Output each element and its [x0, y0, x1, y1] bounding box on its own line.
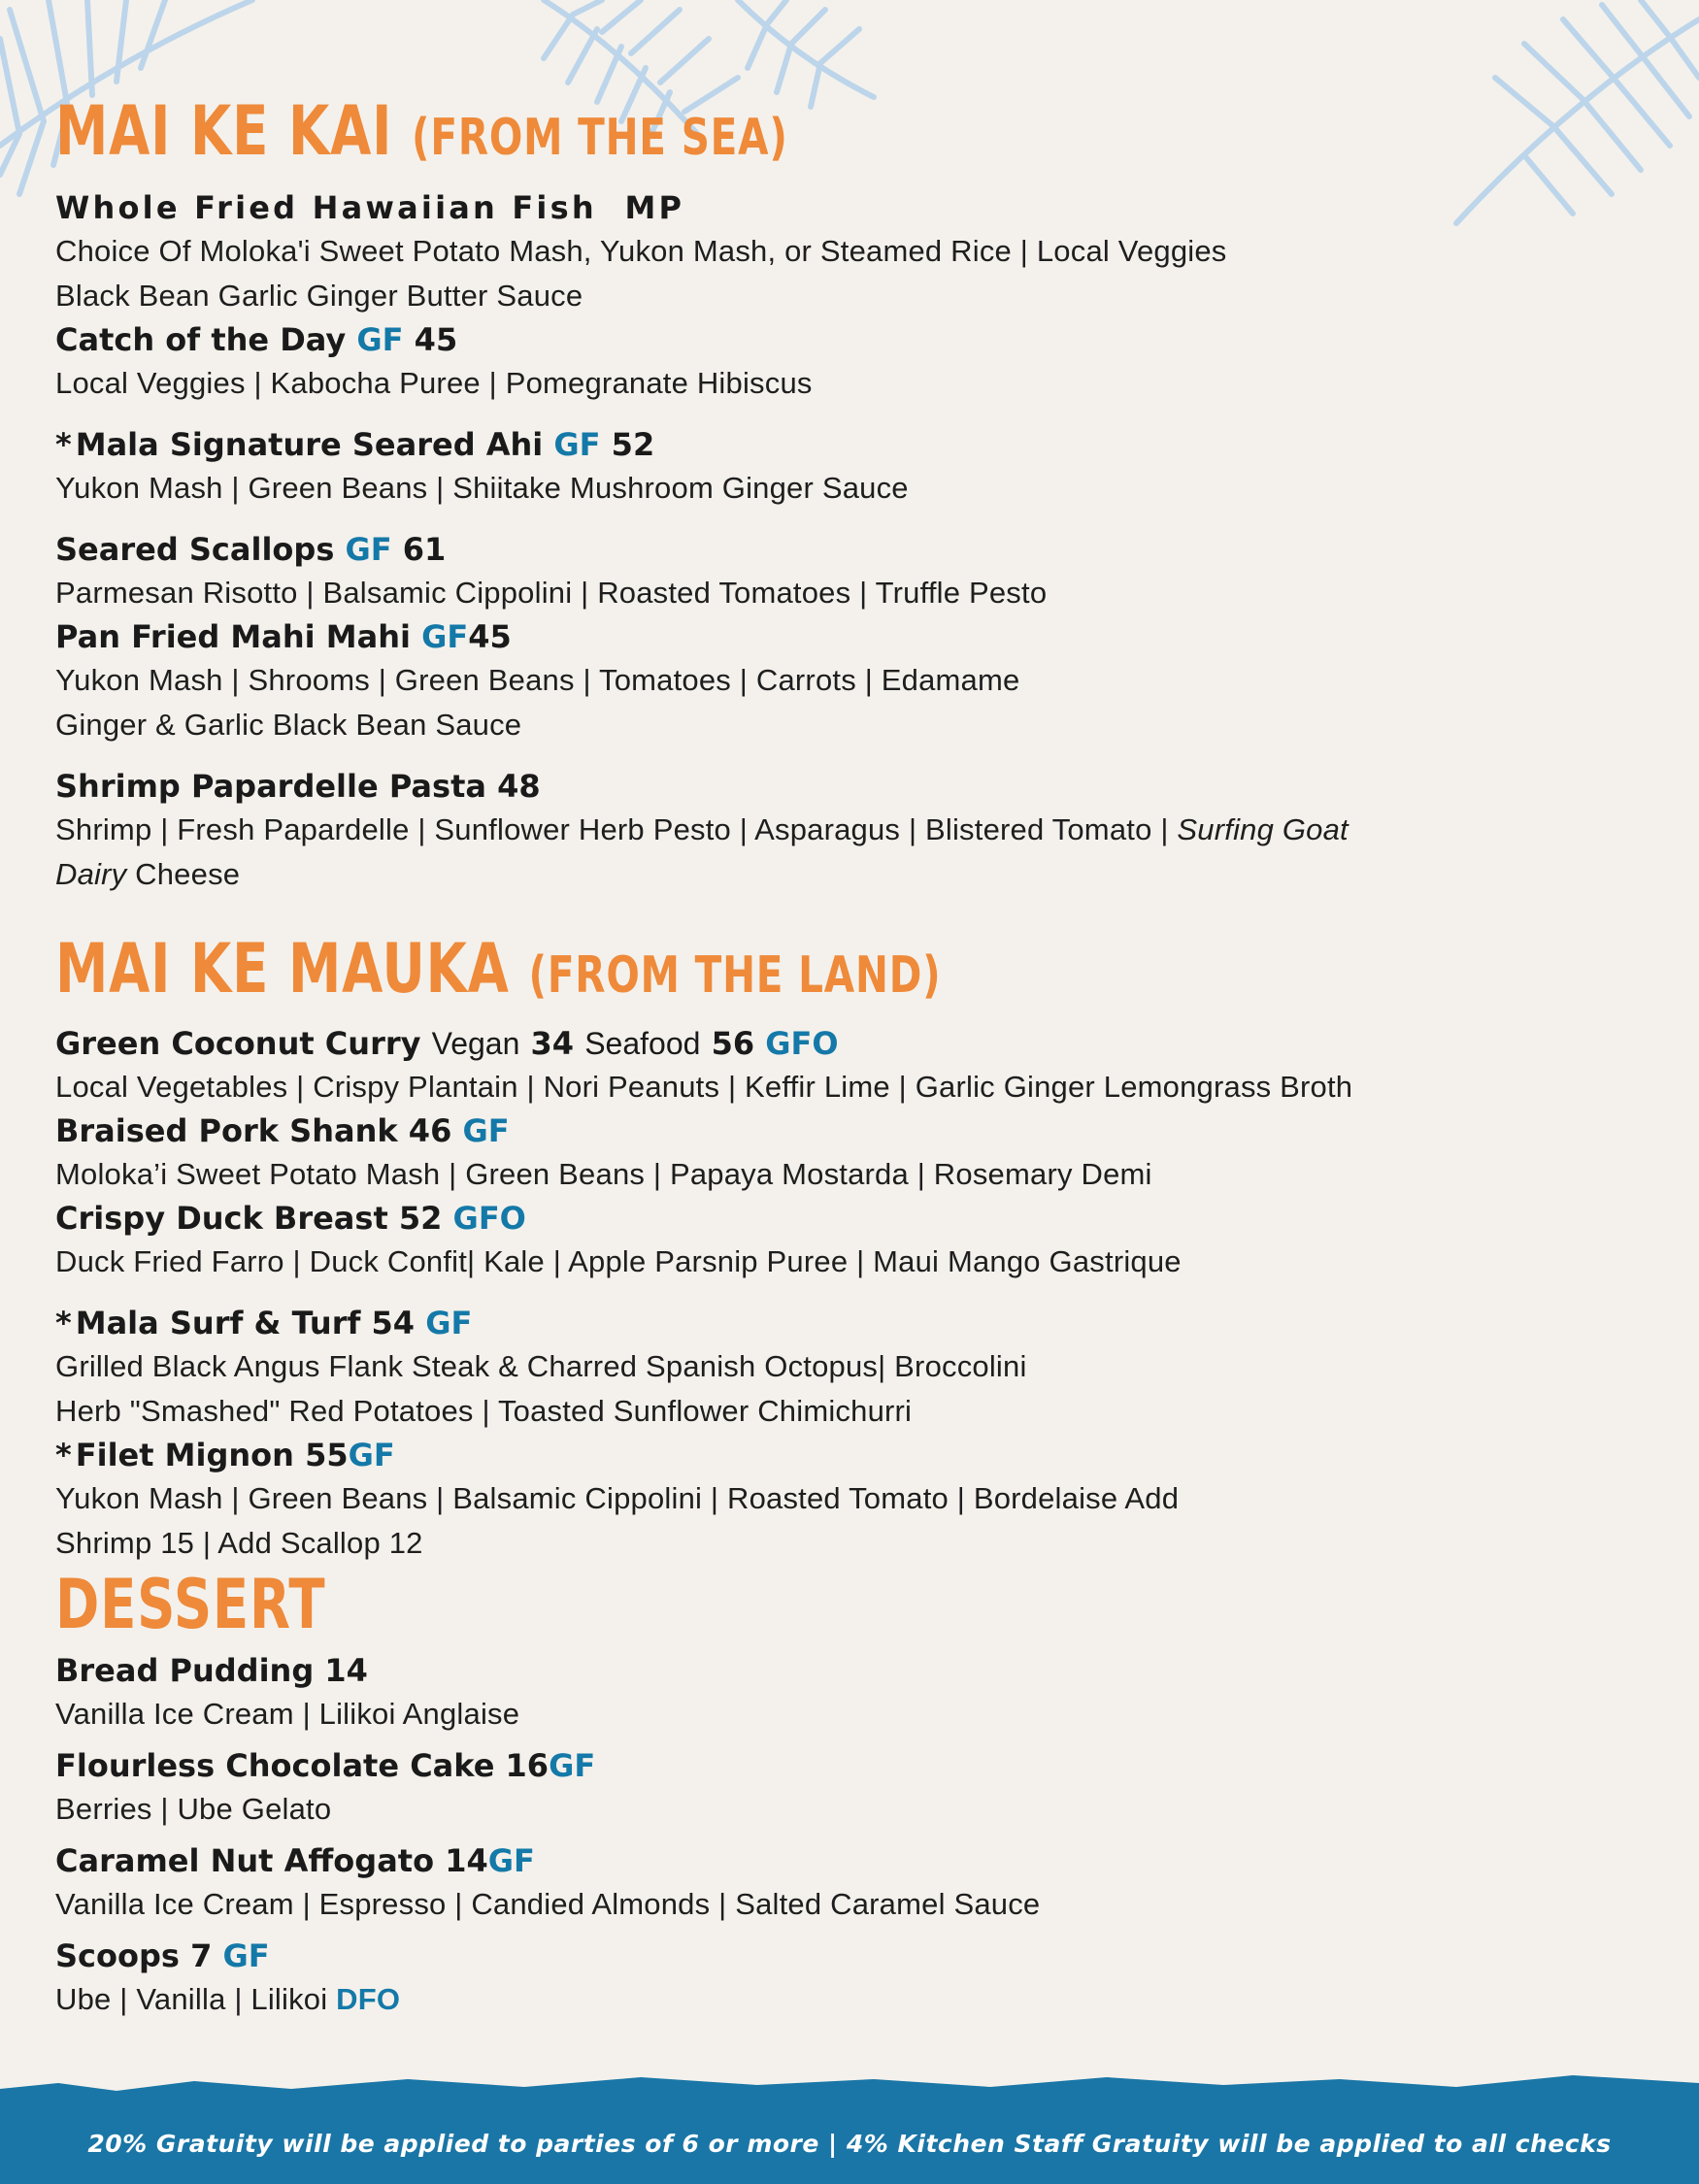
diet-tag: GFO	[765, 1025, 839, 1062]
menu-item	[55, 528, 1444, 615]
menu-item	[55, 765, 1444, 897]
item-description: Shrimp | Fresh Papardelle | Sunflower Herb Pesto | Asparagus | Blistered Tomato | Surfing Goat	[55, 812, 1349, 846]
menu-item	[55, 1434, 1444, 1566]
item-name: Mala Surf & Turf	[75, 1305, 361, 1341]
section-title-sea: MAI KE KAI (FROM THE SEA)	[55, 91, 788, 171]
item-price: 55	[305, 1437, 349, 1473]
menu-item	[55, 1744, 1444, 1832]
footer-gratuity-note: 20% Gratuity will be applied to parties of 6 or more | 4% Kitchen Staff Gratuity will be applied to all checks	[87, 2130, 1612, 2158]
item-name: Crispy Duck Breast	[55, 1200, 388, 1237]
item-option: Seafood	[584, 1026, 701, 1061]
item-name: Braised Pork Shank	[55, 1112, 398, 1149]
star-marker: *	[55, 1305, 72, 1341]
diet-tag: GF	[553, 426, 601, 463]
diet-tag: GF	[549, 1747, 596, 1784]
item-description: Yukon Mash | Green Beans | Shiitake Mushroom Ginger Sauce	[55, 471, 909, 505]
item-name: Green Coconut Curry	[55, 1025, 421, 1062]
item-description: Vanilla Ice Cream | Lilikoi Anglaise	[55, 1697, 520, 1731]
item-description: Local Veggies | Kabocha Puree | Pomegranate Hibiscus	[55, 366, 813, 400]
item-description: Yukon Mash | Shrooms | Green Beans | Tomatoes | Carrots | Edamame	[55, 663, 1020, 697]
item-price: 16	[505, 1747, 550, 1784]
item-price: 52	[398, 1200, 443, 1237]
item-description: Shrimp 15 | Add Scallop 12	[55, 1526, 423, 1560]
item-price: 45	[414, 321, 458, 358]
item-description: Parmesan Risotto | Balsamic Cippolini | Roasted Tomatoes | Truffle Pesto	[55, 576, 1048, 610]
item-description: Berries | Ube Gelato	[55, 1792, 332, 1826]
item-name: Seared Scallops	[55, 531, 335, 568]
star-marker: *	[55, 426, 72, 463]
item-description: Choice Of Moloka'i Sweet Potato Mash, Yukon Mash, or Steamed Rice | Local Veggies	[55, 234, 1227, 268]
section-title-dessert: DESSERT	[55, 1565, 326, 1644]
diet-tag: DFO	[336, 1982, 401, 2016]
item-description: Local Vegetables | Crispy Plantain | Nori Peanuts | Keffir Lime | Garlic Ginger Lemongrass Broth	[55, 1070, 1353, 1104]
menu-item	[55, 1302, 1444, 1434]
menu-item	[55, 1022, 1444, 1109]
item-option: Vegan	[431, 1026, 520, 1061]
menu-item	[55, 1839, 1444, 1927]
item-price: 48	[497, 768, 541, 805]
item-price: 61	[402, 531, 447, 568]
item-description: Duck Fried Farro | Duck Confit| Kale | Apple Parsnip Puree | Maui Mango Gastrique	[55, 1244, 1182, 1278]
item-name: Catch of the Day	[55, 321, 347, 358]
item-price: 56	[711, 1025, 755, 1062]
diet-tag: GF	[487, 1842, 535, 1879]
item-price: 7	[190, 1937, 213, 1974]
item-description: Herb "Smashed" Red Potatoes | Toasted Sunflower Chimichurri	[55, 1394, 913, 1428]
item-description: Vanilla Ice Cream | Espresso | Candied Almonds | Salted Caramel Sauce	[55, 1887, 1041, 1921]
footer-band	[0, 2069, 1699, 2184]
item-price: 45	[468, 618, 512, 655]
item-description: Yukon Mash | Green Beans | Balsamic Cippolini | Roasted Tomato | Bordelaise Add	[55, 1481, 1180, 1515]
menu-item	[55, 1935, 1444, 2022]
item-description: Black Bean Garlic Ginger Butter Sauce	[55, 279, 583, 313]
menu-item	[55, 1197, 1444, 1284]
diet-tag: GF	[462, 1112, 510, 1149]
menu-content	[55, 92, 1444, 2022]
diet-tag: GF	[348, 1437, 395, 1473]
diet-tag: GF	[425, 1305, 473, 1341]
diet-tag: GF	[222, 1937, 270, 1974]
diet-tag: GF	[421, 618, 469, 655]
item-name: Whole Fried Hawaiian Fish	[55, 189, 597, 226]
section-title-land: MAI KE MAUKA (FROM THE LAND)	[55, 929, 942, 1009]
item-name: Bread Pudding	[55, 1652, 315, 1689]
item-description: Ube | Vanilla | Lilikoi DFO	[55, 1982, 401, 2016]
item-price: MP	[624, 189, 685, 226]
menu-item	[55, 1109, 1444, 1197]
item-description: Dairy Cheese	[55, 857, 241, 891]
menu-item	[55, 1649, 1444, 1737]
diet-tag: GFO	[452, 1200, 526, 1237]
item-name: Shrimp Papardelle Pasta	[55, 768, 486, 805]
item-name: Mala Signature Seared Ahi	[75, 426, 544, 463]
star-marker: *	[55, 1437, 72, 1473]
item-name: Flourless Chocolate Cake	[55, 1747, 495, 1784]
item-name: Scoops	[55, 1937, 180, 1974]
item-name: Filet Mignon	[75, 1437, 294, 1473]
item-name: Caramel Nut Affogato	[55, 1842, 435, 1879]
item-price: 54	[371, 1305, 416, 1341]
item-price: 46	[408, 1112, 452, 1149]
item-description: Grilled Black Angus Flank Steak & Charred Spanish Octopus| Broccolini	[55, 1349, 1027, 1383]
menu-item	[55, 423, 1444, 511]
item-price: 34	[530, 1025, 575, 1062]
item-description: Ginger & Garlic Black Bean Sauce	[55, 708, 522, 742]
menu-item	[55, 615, 1444, 747]
item-price: 14	[324, 1652, 368, 1689]
item-name: Pan Fried Mahi Mahi	[55, 618, 411, 655]
item-price: 52	[611, 426, 655, 463]
item-description: Moloka’i Sweet Potato Mash | Green Beans | Papaya Mostarda | Rosemary Demi	[55, 1157, 1152, 1191]
menu-item	[55, 318, 1444, 406]
item-price: 14	[445, 1842, 488, 1879]
menu-item	[55, 186, 1444, 318]
diet-tag: GF	[345, 531, 392, 568]
diet-tag: GF	[356, 321, 404, 358]
